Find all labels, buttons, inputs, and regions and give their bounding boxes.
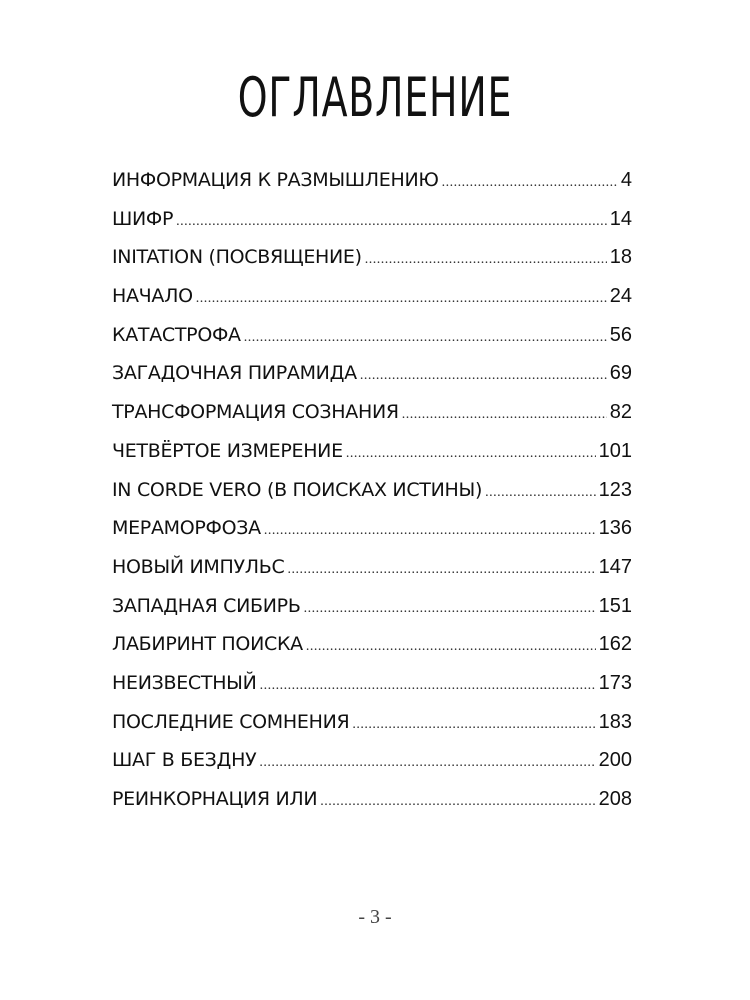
toc-entry[interactable]	[112, 781, 632, 820]
toc-entry[interactable]	[112, 355, 632, 394]
table-of-contents	[112, 162, 632, 820]
toc-entry[interactable]	[112, 317, 632, 356]
toc-entry-page-number: 208	[598, 788, 632, 810]
toc-entry-title: INITATION (ПОСВЯЩЕНИЕ)	[112, 246, 362, 269]
toc-entry[interactable]	[112, 510, 632, 549]
toc-dot-leader	[259, 745, 595, 781]
toc-dot-leader	[264, 513, 596, 549]
toc-entry-title: НОВЫЙ ИМПУЛЬС	[112, 555, 285, 578]
toc-entry-title: ИНФОРМАЦИЯ К РАЗМЫШЛЕНИЮ	[112, 169, 439, 191]
toc-entry[interactable]	[112, 472, 632, 511]
toc-entry-title: ПОСЛЕДНИЕ СОМНЕНИЯ	[112, 710, 350, 733]
toc-dot-leader	[287, 552, 595, 588]
toc-entry-page-number: 123	[598, 478, 632, 501]
toc-entry-page-number: 200	[598, 749, 632, 772]
toc-entry[interactable]	[112, 239, 632, 278]
toc-entry[interactable]	[112, 665, 632, 704]
toc-dot-leader	[365, 242, 607, 278]
toc-dot-leader	[196, 281, 607, 317]
toc-entry[interactable]	[112, 588, 632, 627]
toc-entry-page-number: 69	[609, 362, 632, 385]
toc-dot-leader	[244, 320, 607, 356]
toc-entry[interactable]	[112, 201, 632, 240]
toc-dot-leader	[176, 204, 607, 240]
toc-entry-page-number: 24	[609, 285, 632, 308]
toc-entry-page-number: 173	[598, 671, 632, 694]
toc-entry[interactable]	[112, 626, 632, 665]
toc-dot-leader	[485, 475, 596, 511]
toc-entry[interactable]	[112, 549, 632, 588]
toc-entry[interactable]	[112, 162, 632, 201]
toc-dot-leader	[346, 436, 596, 472]
toc-entry-title: РЕИНКОРНАЦИЯ ИЛИ	[112, 788, 318, 810]
toc-entry-page-number: 162	[598, 633, 632, 656]
toc-dot-leader	[304, 591, 596, 627]
toc-entry-page-number: 4	[620, 169, 632, 191]
toc-entry-title: ШАГ В БЕЗДНУ	[112, 749, 257, 772]
toc-dot-leader	[306, 629, 596, 665]
toc-dot-leader	[442, 165, 618, 201]
toc-entry-page-number: 18	[609, 246, 632, 269]
page-title: ОГЛАВЛЕНИЕ	[237, 66, 513, 129]
toc-entry[interactable]	[112, 394, 632, 433]
toc-entry-title: ЛАБИРИНТ ПОИСКА	[112, 633, 303, 656]
toc-entry-title: ШИФР	[112, 207, 174, 230]
toc-entry-title: IN CORDE VERO (В ПОИСКАХ ИСТИНЫ)	[112, 478, 483, 501]
toc-entry-title: ЧЕТВЁРТОЕ ИЗМЕРЕНИЕ	[112, 439, 343, 462]
toc-entry[interactable]	[112, 704, 632, 743]
toc-dot-leader	[352, 707, 595, 743]
toc-dot-leader	[402, 397, 607, 433]
toc-entry[interactable]	[112, 278, 632, 317]
toc-entry-page-number: 147	[598, 555, 632, 578]
toc-entry-title: НЕИЗВЕСТНЫЙ	[112, 671, 257, 694]
toc-entry-title: ЗАПАДНАЯ СИБИРЬ	[112, 594, 301, 617]
toc-entry-page-number: 101	[598, 439, 632, 462]
toc-entry[interactable]	[112, 433, 632, 472]
toc-entry[interactable]	[112, 742, 632, 781]
toc-entry-page-number: 151	[598, 594, 632, 617]
page-number-footer: - 3 -	[358, 906, 392, 928]
toc-entry-title: НАЧАЛО	[112, 285, 193, 308]
toc-dot-leader	[360, 358, 607, 394]
toc-entry-page-number: 14	[609, 207, 632, 230]
toc-dot-leader	[320, 784, 595, 820]
toc-entry-page-number: 82	[609, 401, 632, 424]
toc-entry-title: ТРАНСФОРМАЦИЯ СОЗНАНИЯ	[112, 401, 399, 424]
toc-entry-page-number: 183	[598, 710, 632, 733]
toc-entry-title: КАТАСТРОФА	[112, 323, 241, 346]
toc-entry-page-number: 56	[609, 323, 632, 346]
toc-entry-page-number: 136	[598, 517, 632, 540]
toc-entry-title: МЕРАМОРФОЗА	[112, 517, 261, 540]
toc-entry-title: ЗАГАДОЧНАЯ ПИРАМИДА	[112, 362, 357, 385]
toc-dot-leader	[260, 668, 596, 704]
